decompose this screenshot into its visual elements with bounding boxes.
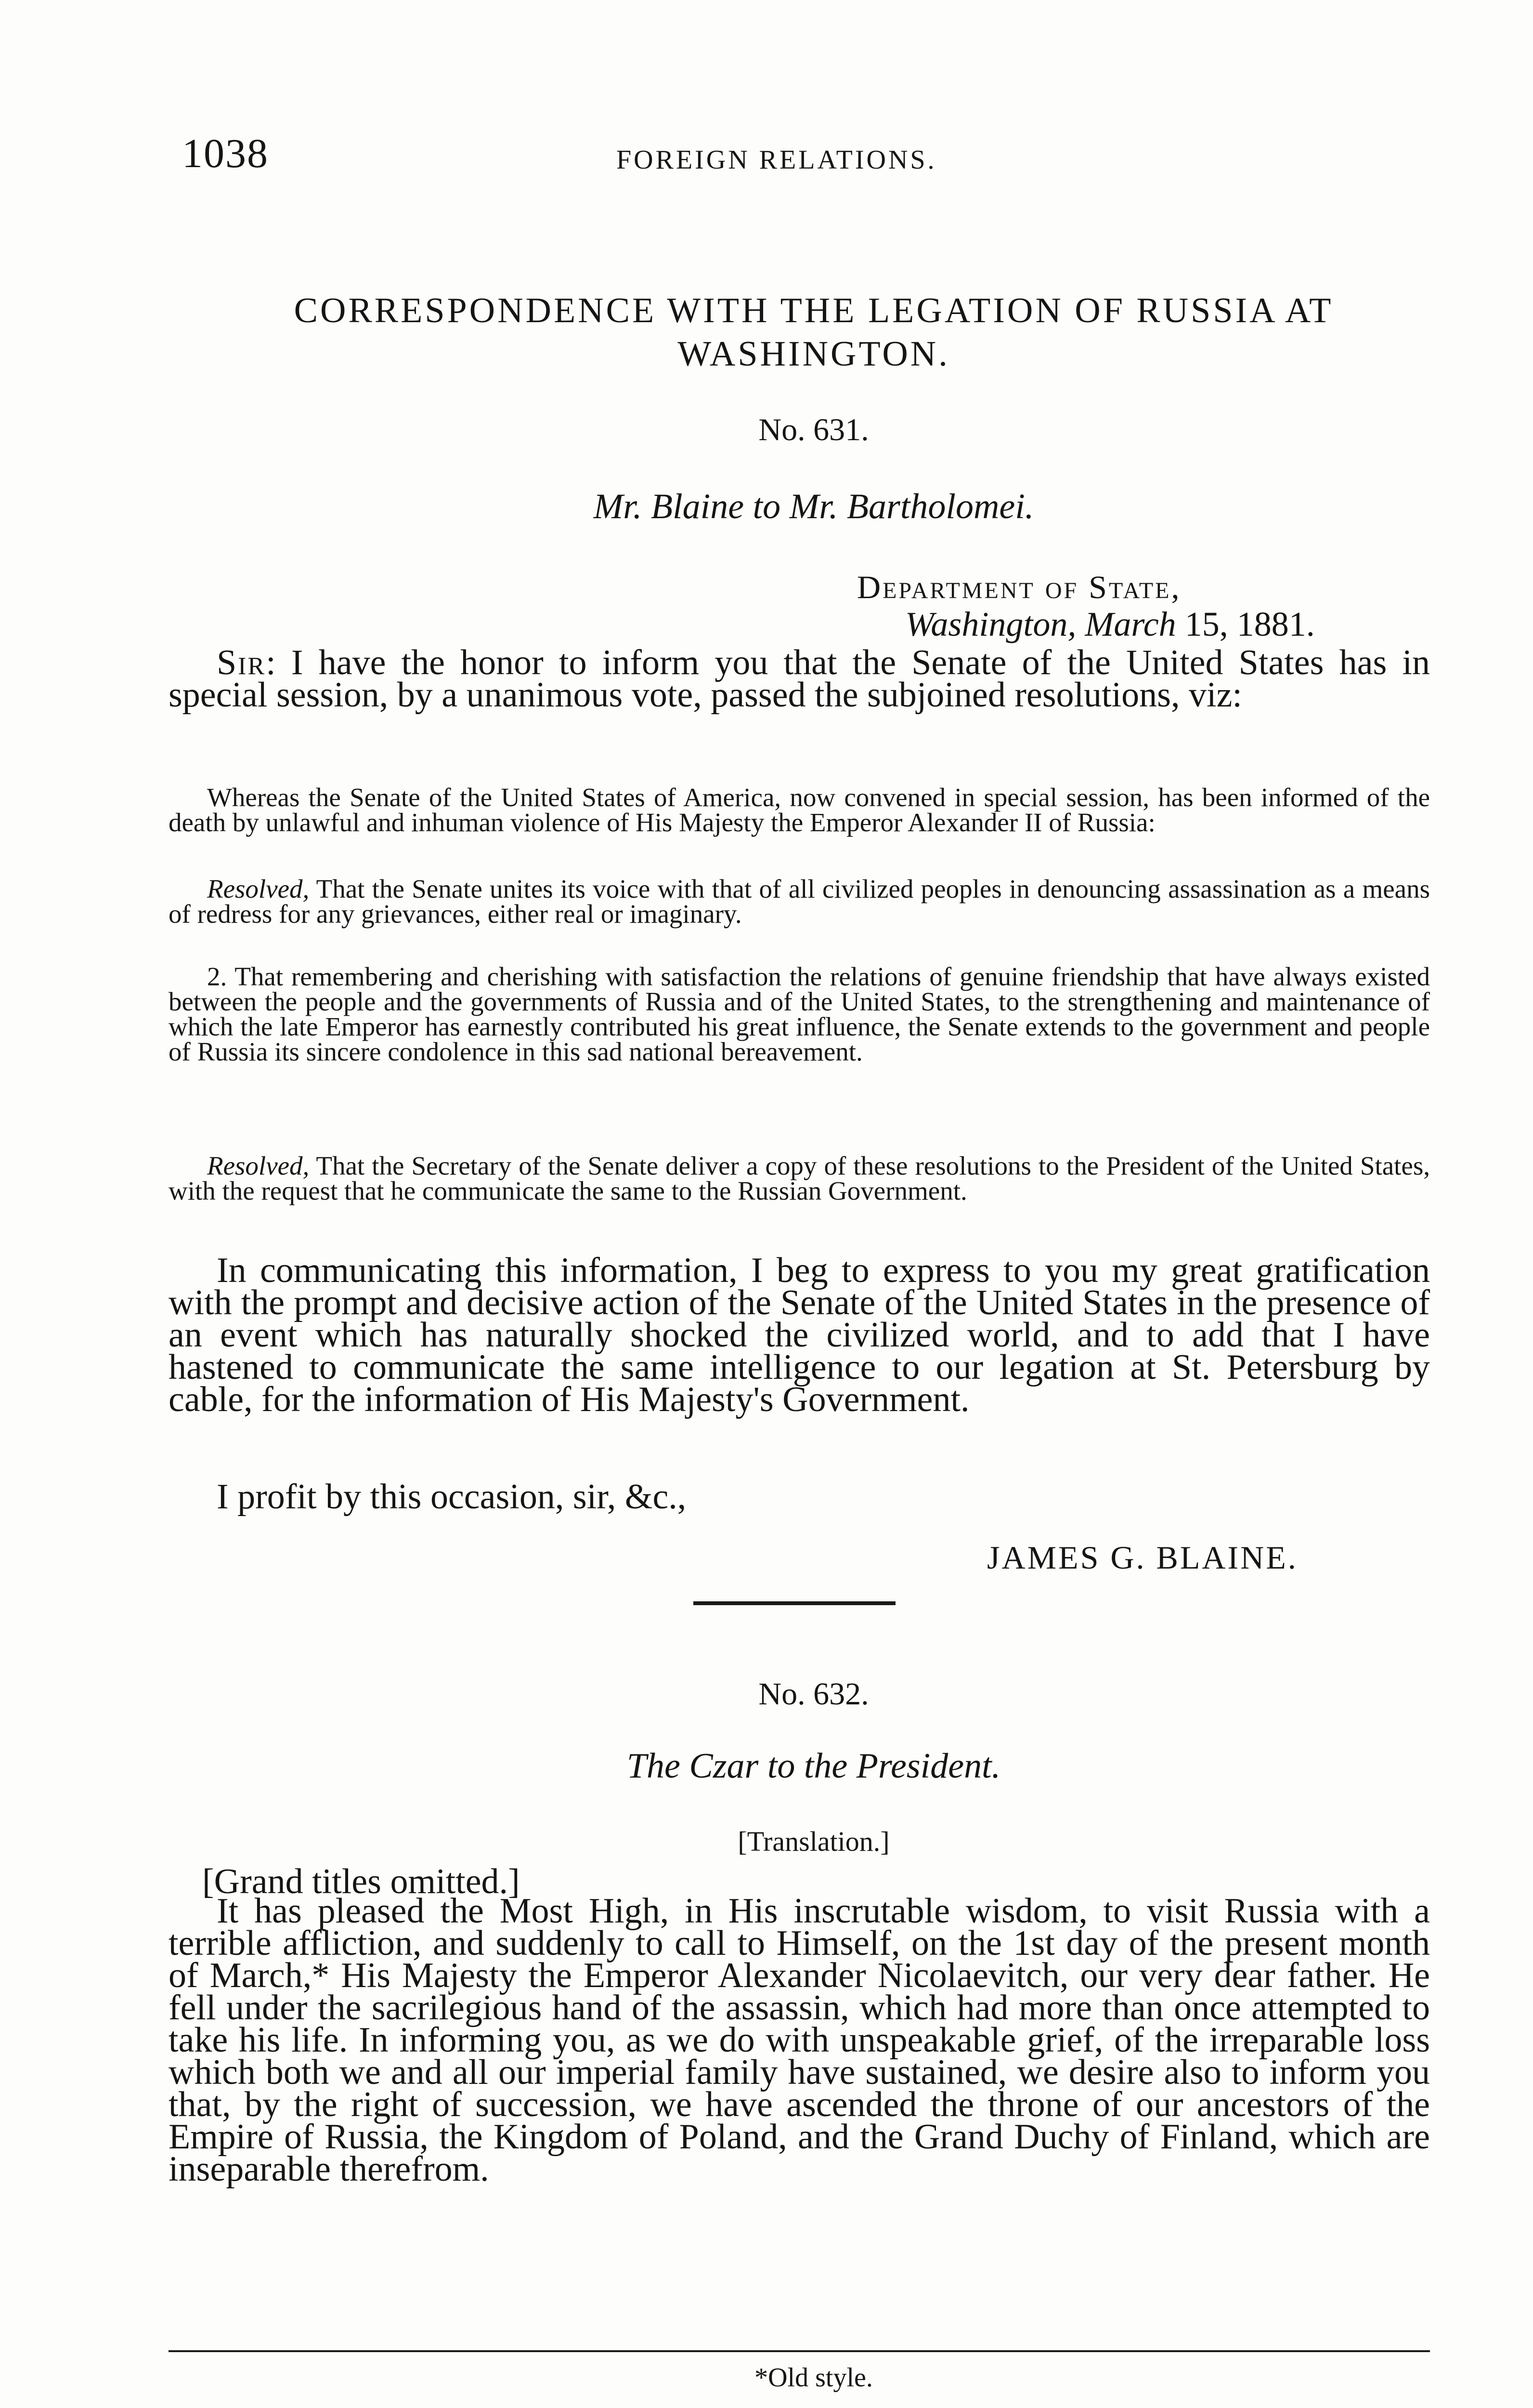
resolution-third	[169, 1153, 1430, 1204]
intro-paragraph	[169, 643, 1430, 715]
document-number-631: No. 631.	[758, 412, 869, 447]
body-paragraph-631: In communicating this information, I beg to express to you my great gratification with the prompt and decisive action of the Senate of the United States in the presence of an event which has naturally shocked the civilized world, and to add that I have hastened to communicate the same intelligence to our legation at St. Petersburg by cable, for the information of His Majesty's Government.	[169, 1251, 1430, 1419]
translation-note: [Translation.]	[738, 1826, 890, 1857]
dateline	[905, 604, 1315, 644]
dateline-date: 15, 1881.	[1176, 605, 1315, 643]
body-paragraph-632: It has pleased the Most High, in His inscrutable wisdom, to visit Russia with a terrible affliction, and suddenly to call to Himself, on the 1st day of the present month of March,* His Majesty the Emperor Alexander Nicolaevitch, our very dear father. He fell under the sacrilegious hand of the assassin, which had more than once attempted to take his life. In informing you, as we do with unspeakable grief, of the irreparable loss which both we and all our imperial family have sustained, we desire also to inform you that, by the right of succession, we have ascended the throne of our ancestors of the Empire of Russia, the Kingdom of Poland, and the Grand Duchy of Finland, which are inseparable therefrom.	[169, 1891, 1430, 2189]
salutation: Sir	[217, 643, 266, 682]
resolved-label: Resolved,	[207, 874, 310, 903]
page-number: 1038	[182, 130, 269, 176]
resolution-third-text: That the Secretary of the Senate deliver a copy of these resolutions to the President of the United States, with the request that he communicate the same to the Russian Government.	[169, 1151, 1430, 1205]
resolution-second: 2. That remembering and cherishing with satisfaction the relations of genuine friendship that have always existed between the people and the governments of Russia and of the United States, to the strengthening and maintenance of which the late Emperor has earnestly contributed his great influence, the Senate extends to the government and people of Russia its sincere condolence in this sad national bereavement.	[169, 962, 1430, 1066]
section-divider	[693, 1601, 896, 1605]
running-head: FOREIGN RELATIONS.	[616, 145, 937, 175]
footnote-rule	[169, 2350, 1430, 2352]
closing-line: I profit by this occasion, sir, &c.,	[217, 1477, 687, 1517]
correspondents-heading-631: Mr. Blaine to Mr. Bartholomei.	[593, 487, 1034, 526]
section-title: CORRESPONDENCE WITH THE LEGATION OF RUSSIA AT WASHINGTON.	[294, 291, 1334, 374]
resolution-first-text: That the Senate unites its voice with that of all civilized peoples in denouncing assassination as a means of redress for any grievances, either real or imaginary.	[169, 874, 1430, 929]
signature: JAMES G. BLAINE.	[987, 1539, 1298, 1576]
footnote: *Old style.	[754, 2363, 873, 2393]
intro-text: : I have the honor to inform you that the Senate of the United States has in special session, by a unanimous vote, passed the subjoined resolutions, viz:	[169, 643, 1430, 715]
dateline-place: Washington, March	[905, 605, 1176, 643]
document-number-632: No. 632.	[758, 1676, 869, 1712]
resolution-preamble: Whereas the Senate of the United States of America, now convened in special session, has been informed of the death by unlawful and inhuman violence of His Majesty the Emperor Alexander II of Russia:	[169, 783, 1430, 837]
resolved-label: Resolved,	[207, 1151, 310, 1180]
department-line: Department of State,	[857, 569, 1182, 605]
correspondents-heading-632: The Czar to the President.	[626, 1746, 1001, 1786]
resolution-first	[169, 874, 1430, 929]
titles-omitted-note: [Grand titles omitted.]	[202, 1862, 520, 1901]
